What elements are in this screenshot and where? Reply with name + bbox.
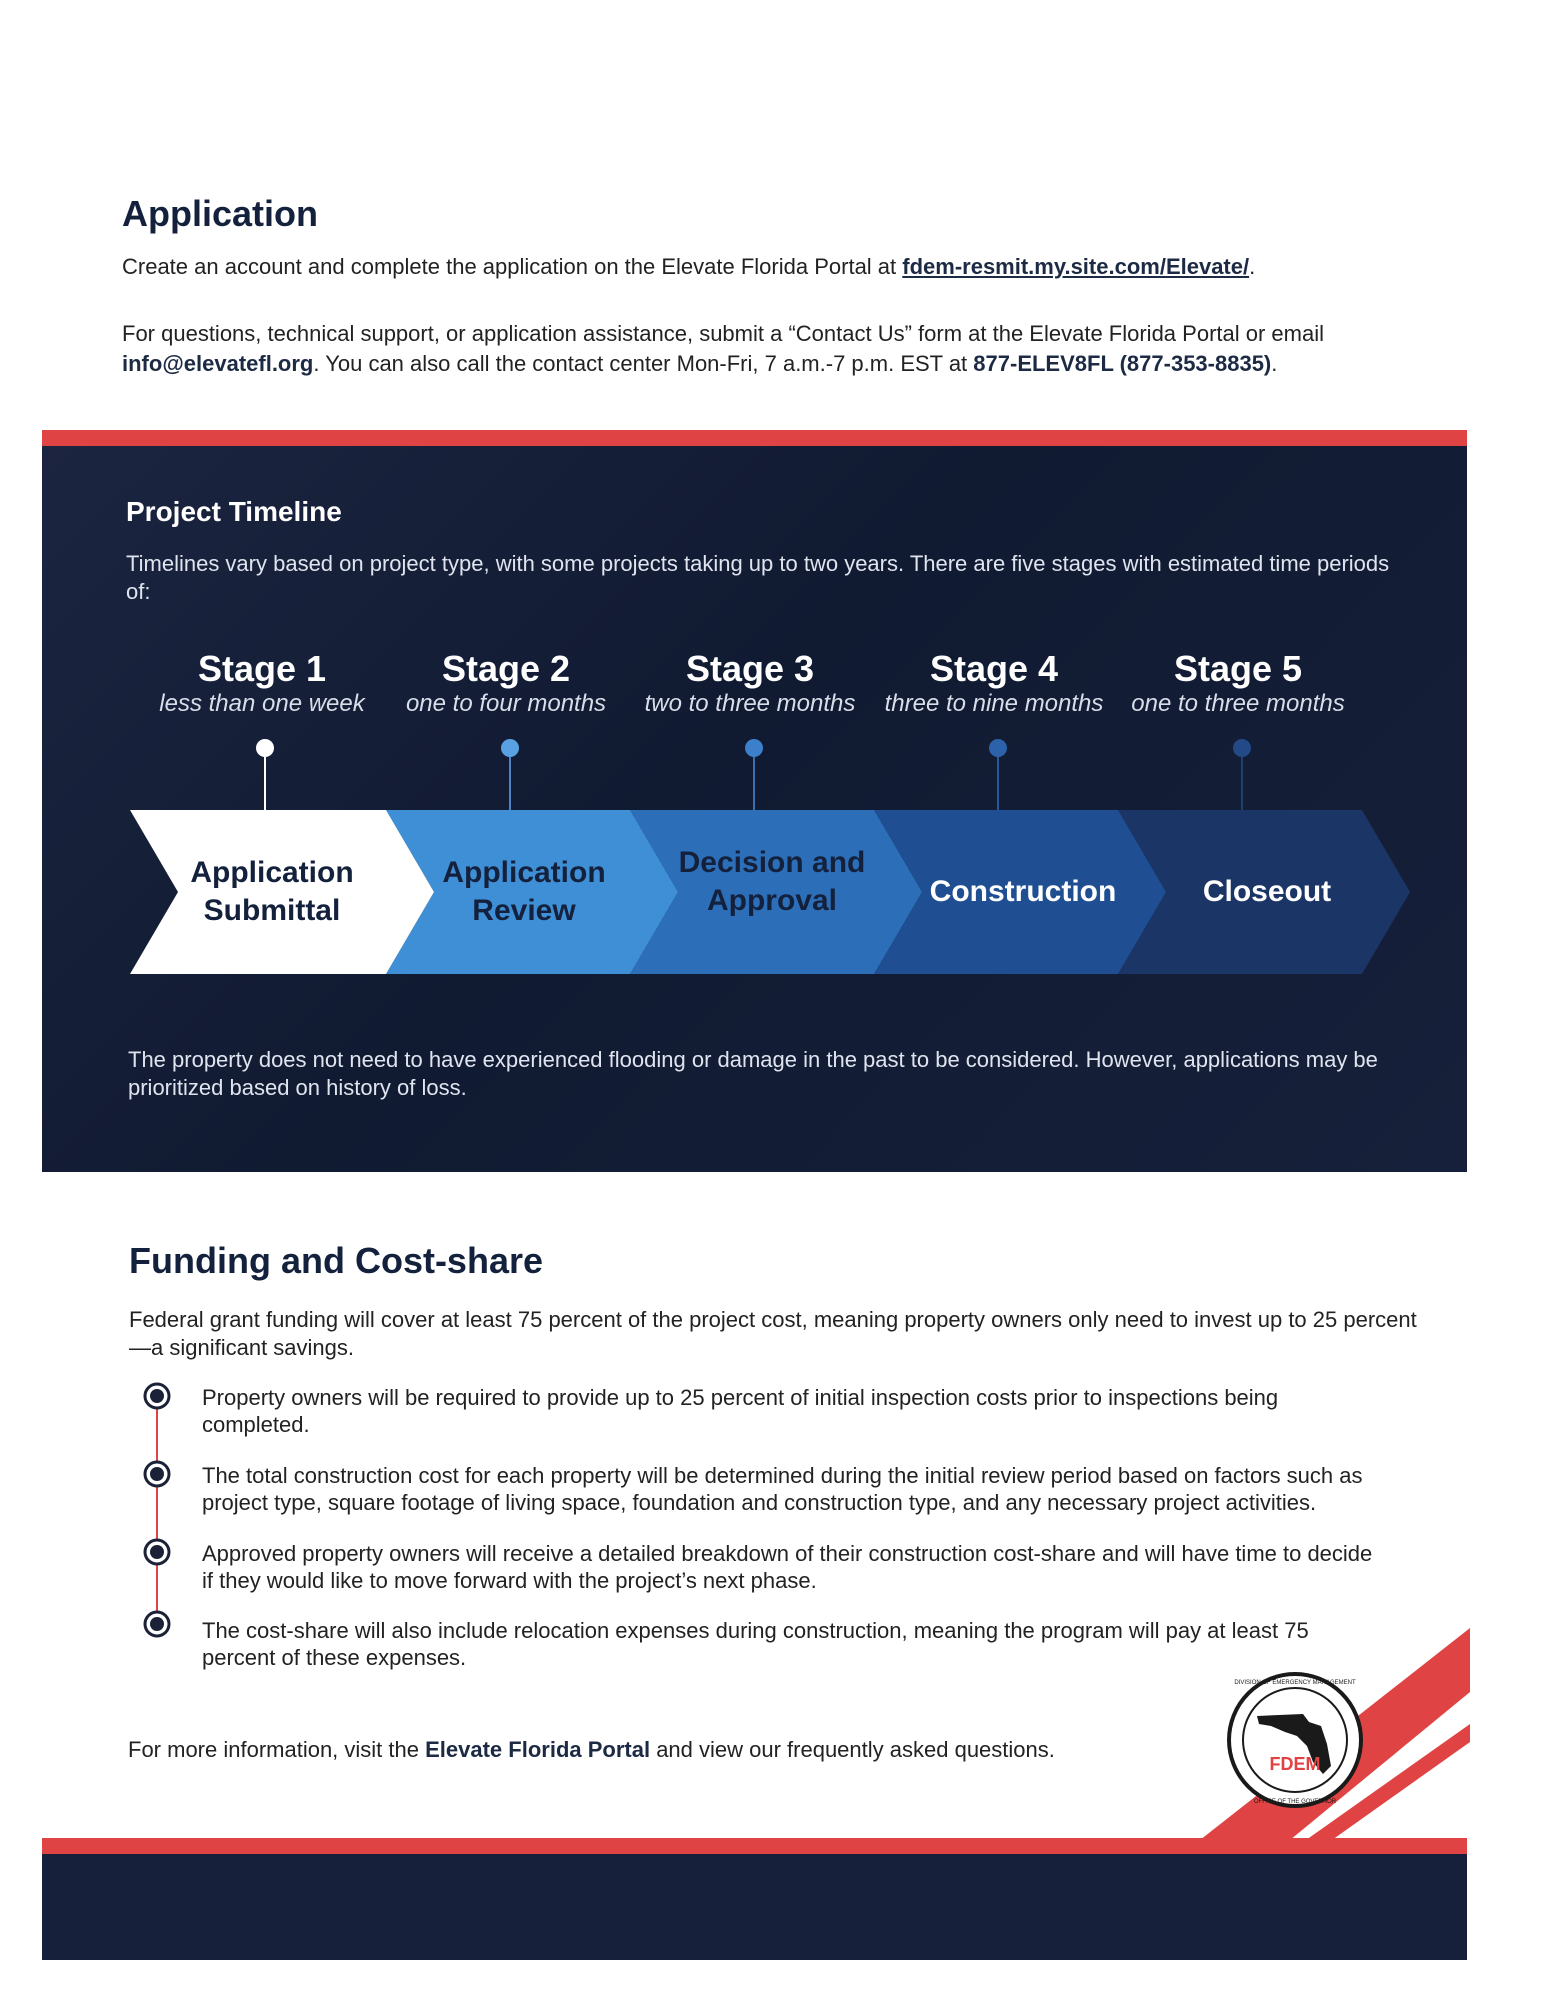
stage-1-duration: less than one week: [159, 690, 365, 717]
stage-3-duration: two to three months: [644, 690, 856, 717]
stage-3-marker: [745, 739, 763, 757]
contact-text: For questions, technical support, or application assistance, submit a “Contact Us” form at the Elevate Florida Portal or email: [122, 321, 1324, 346]
more-info-portal-link[interactable]: Elevate Florida Portal: [425, 1737, 651, 1762]
bullet-4-icon: [145, 1612, 169, 1636]
funding-title: Funding and Cost-share: [129, 1240, 543, 1281]
more-info-text-end: and view our frequently asked questions.: [650, 1737, 1055, 1762]
portal-link[interactable]: fdem-resmit.my.site.com/Elevate/: [902, 254, 1250, 279]
bullet-3-icon: [145, 1540, 169, 1564]
contact-text-middle: . You can also call the contact center Mon-Fri, 7 a.m.-7 p.m. EST at: [313, 351, 974, 376]
contact-email[interactable]: info@elevatefl.org: [122, 351, 314, 376]
funding-bullet-2: The total construction cost for each property will be determined during the initial review period based on factors such as project type, square footage of living space, foundation and construction type, and any necessary project activities.: [202, 1463, 1363, 1515]
bullet-timeline: [140, 1380, 180, 1640]
more-info: [128, 1736, 1178, 1764]
stage-5-name: Stage 5: [1173, 648, 1303, 689]
application-instructions-text: Create an account and complete the application on the Elevate Florida Portal at: [122, 254, 903, 279]
stage-2-marker: [501, 739, 519, 757]
timeline-title: Project Timeline: [126, 496, 342, 527]
step-application-submittal: Application Submittal: [190, 856, 354, 927]
stage-1-name: Stage 1: [197, 648, 327, 689]
funding-bullet-4: The cost-share will also include relocation expenses during construction, meaning the program will pay at least 75 percent of these expenses.: [202, 1618, 1309, 1670]
bullet-1-icon: [145, 1384, 169, 1408]
application-title: Application: [122, 193, 318, 234]
step-decision-approval: Decision and Approval: [678, 846, 866, 917]
stage-markers: [256, 739, 1251, 810]
fdem-seal: [1225, 1670, 1365, 1810]
stage-4-marker: [989, 739, 1007, 757]
seal-ring-top: DIVISION OF EMERGENCY MANAGEMENT: [1234, 1680, 1356, 1686]
seal-ring-bottom: OFFICE OF THE GOVERNOR: [1253, 1799, 1337, 1805]
stage-4-duration: three to nine months: [884, 690, 1104, 717]
step-construction: Construction: [929, 875, 1117, 908]
funding-intro: Federal grant funding will cover at least 75 percent of the project cost, meaning property owners only need to invest up to 25 percent—a significant savings.: [129, 1307, 1417, 1360]
bullet-2-icon: [145, 1462, 169, 1486]
stage-1-marker: [256, 739, 274, 757]
timeline-note: The property does not need to have experienced flooding or damage in the past to be considered. However, applications may be prioritized based on history of loss.: [128, 1047, 1378, 1100]
step-application-review: Application Review: [442, 856, 606, 927]
footer-red-bar: [42, 1838, 1467, 1854]
step-closeout: Closeout: [1202, 875, 1332, 908]
stage-2-duration: one to four months: [405, 690, 607, 717]
contact-paragraph: [122, 319, 1452, 379]
footer-navy-bar: [42, 1854, 1467, 1960]
stage-5-duration: one to three months: [1131, 690, 1345, 717]
stage-4-name: Stage 4: [929, 648, 1059, 689]
stage-5-marker: [1233, 739, 1251, 757]
application-instructions-end: .: [1249, 254, 1256, 279]
seal-text: FDEM: [1269, 1754, 1321, 1774]
contact-text-end: .: [1271, 351, 1278, 376]
funding-bullet-1: Property owners will be required to provide up to 25 percent of initial inspection costs prior to inspections being completed.: [202, 1385, 1279, 1437]
application-instructions: [122, 253, 1452, 281]
contact-phone[interactable]: 877-ELEV8FL (877-353-8835): [973, 351, 1272, 376]
stage-2-name: Stage 2: [441, 648, 571, 689]
project-timeline-panel: [42, 430, 1467, 1172]
stage-3-name: Stage 3: [685, 648, 815, 689]
funding-bullet-3: Approved property owners will receive a detailed breakdown of their construction cost-share and will have time to decide if they would like to move forward with the project’s next phase.: [202, 1541, 1373, 1593]
more-info-text: For more information, visit the: [128, 1737, 426, 1762]
timeline-intro: Timelines vary based on project type, with some projects taking up to two years. There are five stages with estimated time periods of:: [126, 551, 1390, 604]
